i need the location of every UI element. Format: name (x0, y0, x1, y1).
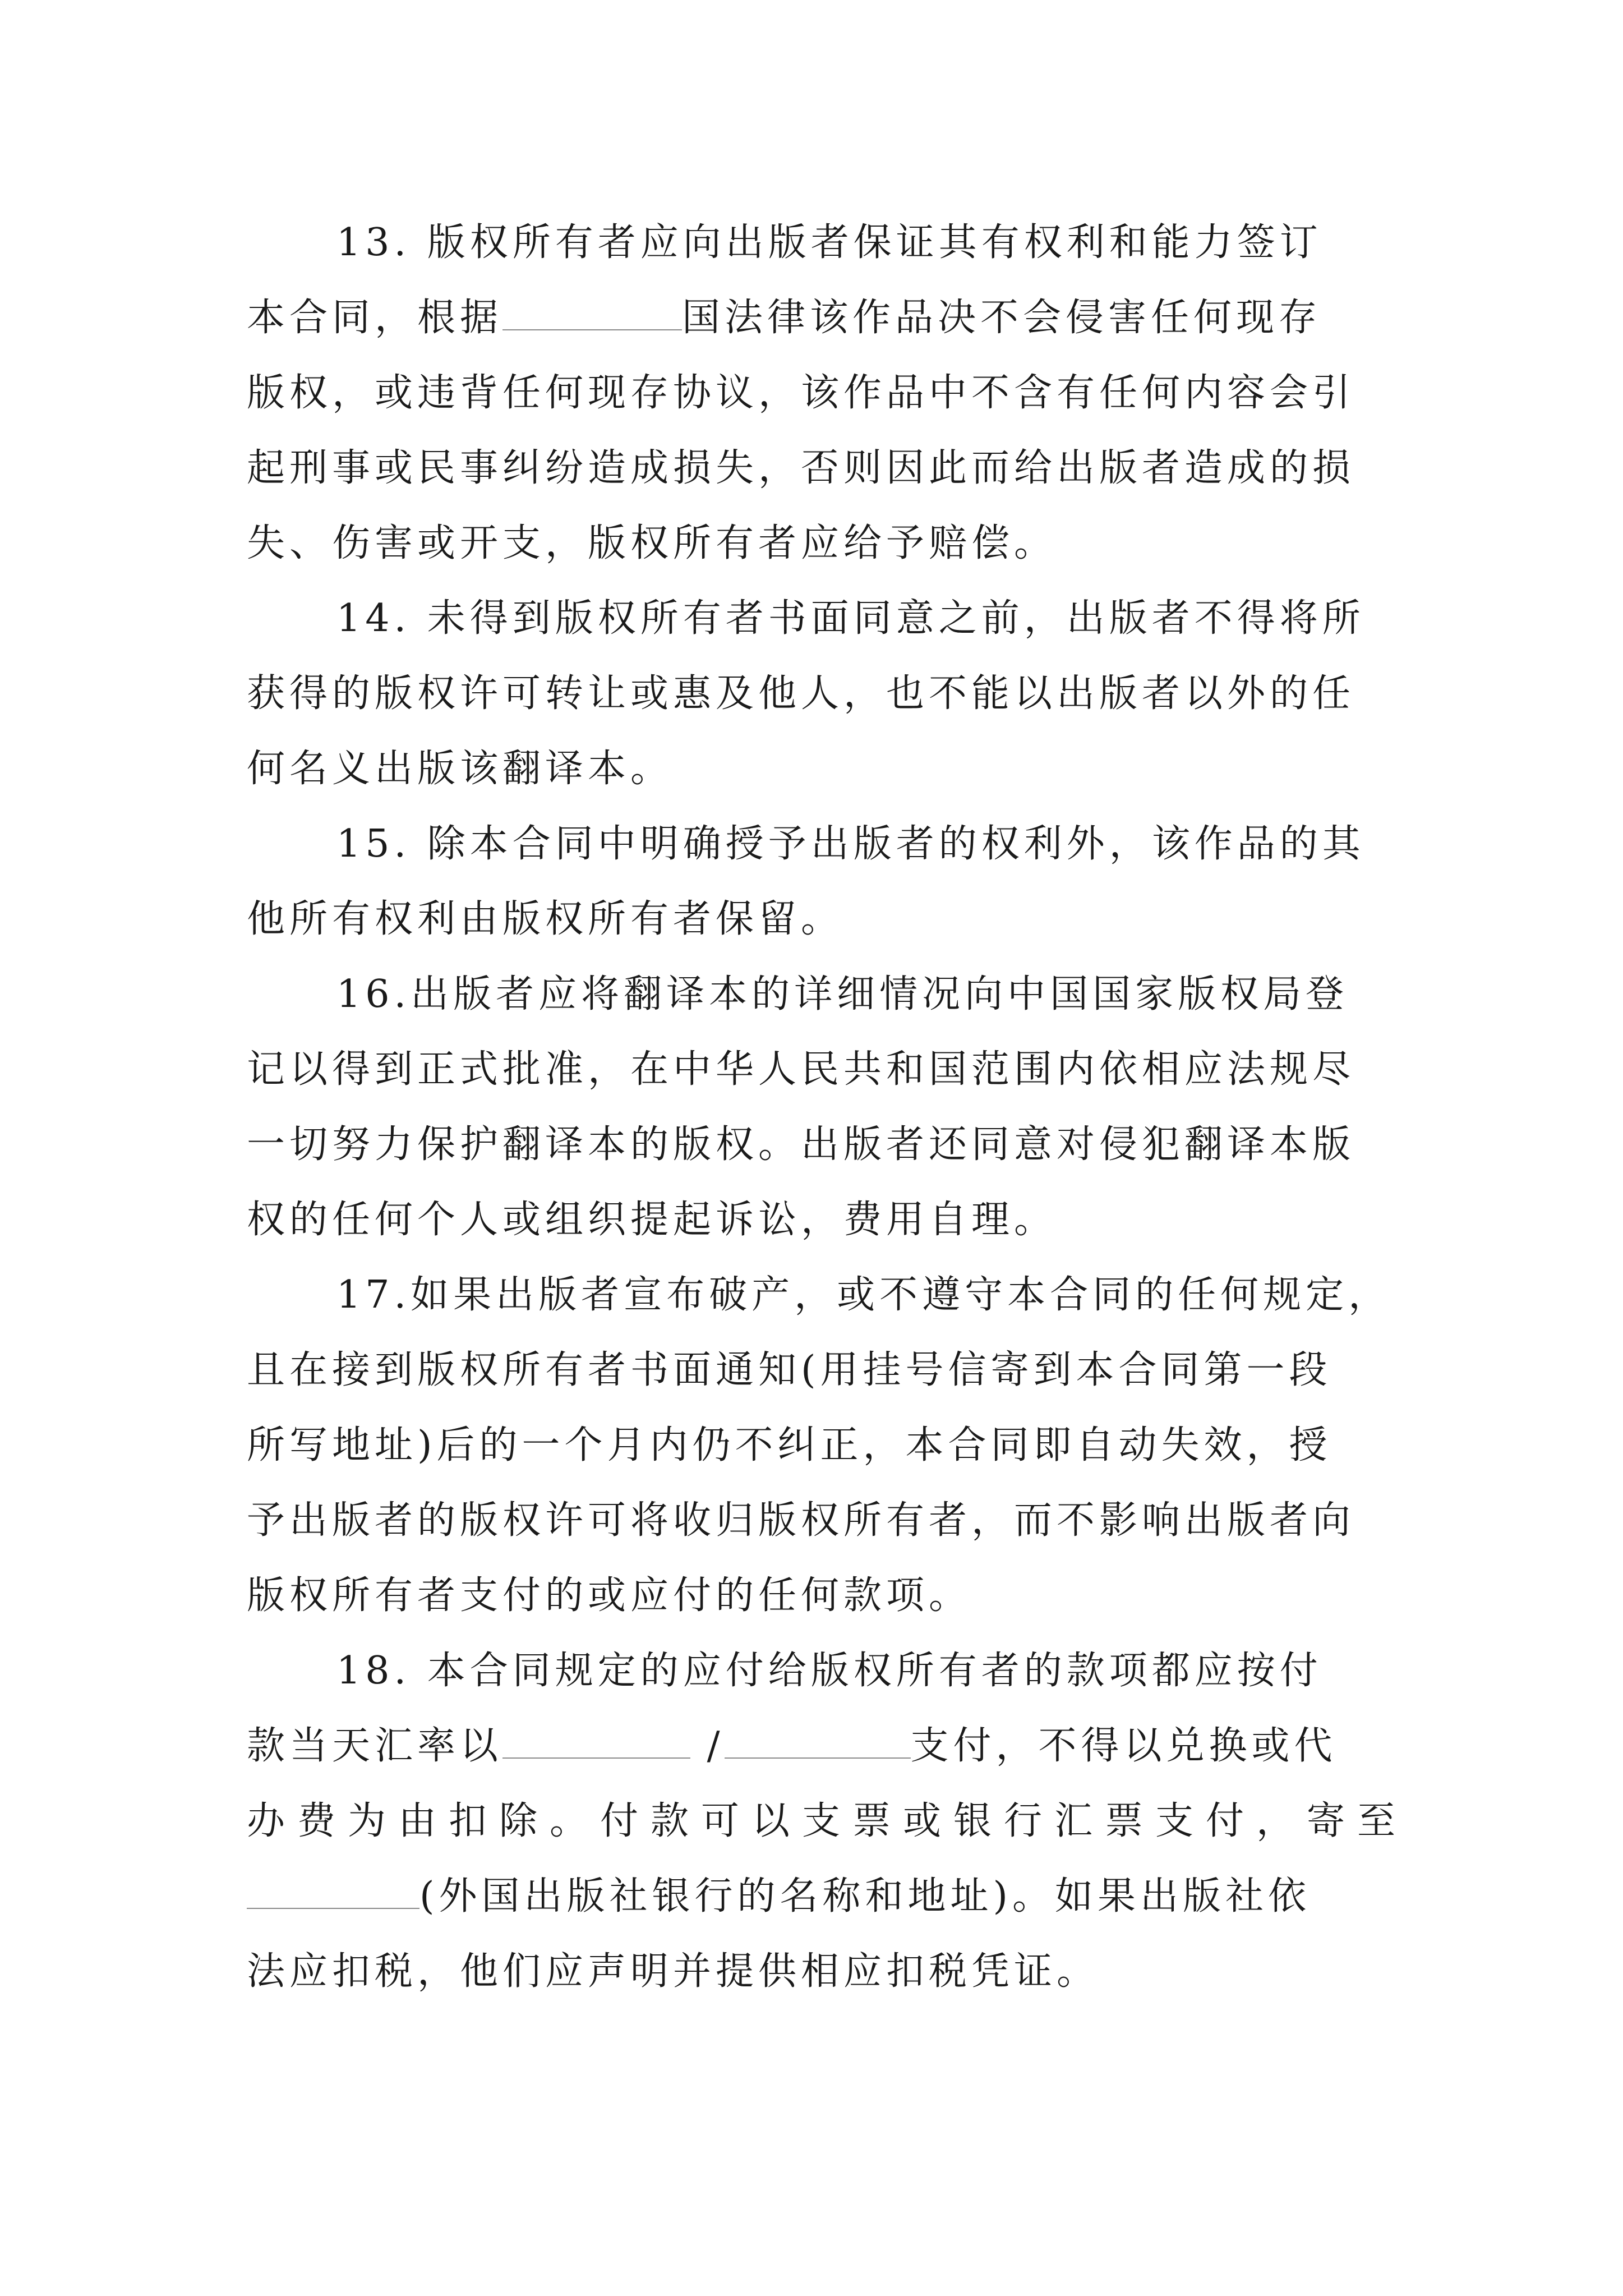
clause-15-line-1: 15. 除本合同中明确授予出版者的权利外，该作品的其 (336, 822, 1365, 866)
clause-18-line-2-text-b: 支付，不得以兑换或代 (910, 1724, 1337, 1768)
clause-18-line-1: 18. 本合同规定的应付给版权所有者的款项都应按付 (336, 1649, 1322, 1693)
clause-16-line-1: 16.出版者应将翻译本的详细情况向中国国家版权局登 (336, 972, 1349, 1016)
clause-17-line-3: 所写地址)后的一个月内仍不纠正，本合同即自动失效，授 (247, 1423, 1332, 1467)
clause-13-line-2-text-a: 本合同，根据 (247, 296, 503, 340)
clause-14-line-2: 获得的版权许可转让或惠及他人，也不能以出版者以外的任 (247, 671, 1355, 716)
clause-17-line-4: 予出版者的版权许可将收归版权所有者，而不影响出版者向 (247, 1498, 1355, 1543)
clause-18-line-4-text-b: (外国出版社银行的名称和地址)。如果出版社依 (419, 1874, 1311, 1918)
bank-blank[interactable] (247, 1875, 419, 1909)
clause-13-line-5: 失、伤害或开支，版权所有者应给予赔偿。 (247, 521, 1057, 565)
currency-blank-2[interactable] (725, 1725, 911, 1759)
clause-16-line-2: 记以得到正式批准，在中华人民共和国范围内依相应法规尽 (247, 1047, 1355, 1092)
clause-17-line-1: 17.如果出版者宣布破产，或不遵守本合同的任何规定， (336, 1273, 1391, 1317)
clause-15-line-2: 他所有权利由版权所有者保留。 (247, 897, 844, 941)
clause-13-line-2-text-b: 国法律该作品决不会侵害任何现存 (682, 296, 1322, 340)
clause-13-line-3: 版权，或违背任何现存协议，该作品中不含有任何内容会引 (247, 371, 1355, 415)
clause-13-line-1: 13. 版权所有者应向出版者保证其有权利和能力签订 (336, 220, 1322, 265)
clause-16-line-3: 一切努力保护翻译本的版权。出版者还同意对侵犯翻译本版 (247, 1122, 1355, 1167)
clause-18-line-2-slash: / (690, 1724, 725, 1768)
clause-13-line-4: 起刑事或民事纠纷造成损失，否则因此而给出版者造成的损 (247, 446, 1355, 490)
clause-16-line-4: 权的任何个人或组织提起诉讼，费用自理。 (247, 1198, 1057, 1242)
clause-18-line-3: 办费为由扣除。付款可以支票或银行汇票支付，寄至 (247, 1799, 1408, 1843)
clause-18-line-2-text-a: 款当天汇率以 (247, 1724, 503, 1768)
clause-17-line-2: 且在接到版权所有者书面通知(用挂号信寄到本合同第一段 (247, 1348, 1332, 1392)
clause-18-line-4 (247, 1871, 1391, 1922)
country-blank[interactable] (502, 297, 682, 330)
clause-13-line-2 (247, 293, 1391, 343)
clause-18-line-5: 法应扣税，他们应声明并提供相应扣税凭证。 (247, 1949, 1100, 1994)
clause-14-line-1: 14. 未得到版权所有者书面同意之前，出版者不得将所 (336, 596, 1365, 641)
clause-17-line-5: 版权所有者支付的或应付的任何款项。 (247, 1573, 972, 1618)
currency-blank-1[interactable] (502, 1725, 690, 1759)
clause-18-line-2 (247, 1721, 1391, 1772)
clause-14-line-3: 何名义出版该翻译本。 (247, 747, 674, 791)
